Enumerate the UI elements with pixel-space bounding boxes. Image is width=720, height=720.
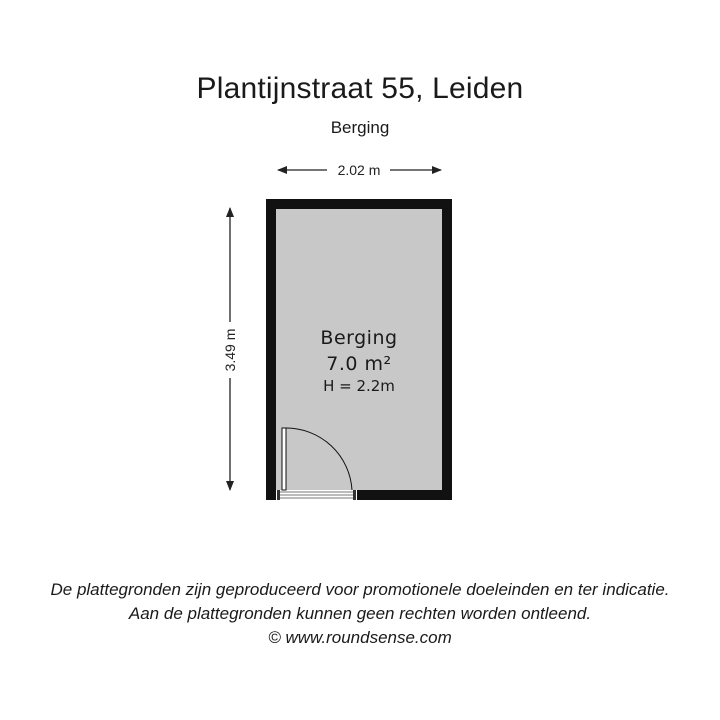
width-label: 2.02 m xyxy=(337,162,381,178)
door-opening xyxy=(276,490,357,500)
plan-title: Plantijnstraat 55, Leiden xyxy=(196,72,524,105)
plan-subtitle: Berging xyxy=(330,118,390,137)
room-area: 7.0 m² xyxy=(326,353,392,375)
disclaimer-line-2: Aan de plattegronden kunnen geen rechten worden ontleend. xyxy=(128,604,592,623)
room-height: H = 2.2m xyxy=(323,377,395,395)
wall-bottom xyxy=(357,490,452,500)
height-dimension xyxy=(222,208,238,490)
wall-top xyxy=(266,199,452,209)
height-label: 3.49 m xyxy=(222,328,238,372)
wall-right xyxy=(442,199,452,500)
disclaimer-line-1: De plattegronden zijn geproduceerd voor promotionele doeleinden en ter indicatie. xyxy=(50,580,670,599)
room-floor xyxy=(276,209,442,490)
room-label xyxy=(320,327,397,395)
room-name: Berging xyxy=(320,327,398,349)
width-dimension xyxy=(278,162,441,178)
copyright-line: © www.roundsense.com xyxy=(268,628,452,647)
disclaimer xyxy=(0,578,720,650)
wall-left xyxy=(266,199,276,500)
